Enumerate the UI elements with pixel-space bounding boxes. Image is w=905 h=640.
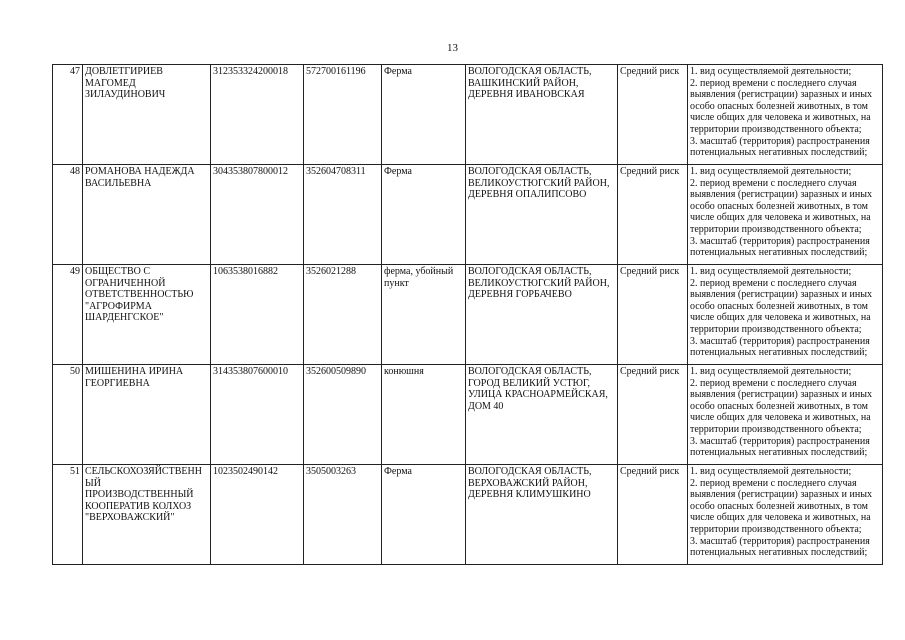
criteria-line: 2. период времени с последнего случая bbox=[690, 177, 857, 189]
page-number: 13 bbox=[447, 42, 458, 54]
object-type-cell: Ферма bbox=[382, 65, 466, 165]
ogrn-cell: 314353807600010 bbox=[211, 365, 304, 465]
criteria-cell bbox=[688, 265, 883, 365]
row-number: 49 bbox=[53, 265, 83, 365]
criteria-line: числе общих для человека и животных, на bbox=[690, 512, 871, 524]
row-number: 50 bbox=[53, 365, 83, 465]
criteria-line: 2. период времени с последнего случая bbox=[690, 77, 857, 89]
table-row bbox=[53, 465, 883, 565]
criteria-line: числе общих для человека и животных, на bbox=[690, 412, 871, 424]
risk-cell: Средний риск bbox=[618, 65, 688, 165]
criteria-line: 3. масштаб (территория) распространения bbox=[690, 335, 870, 347]
address-cell: ВОЛОГОДСКАЯ ОБЛАСТЬ, ВАШКИНСКИЙ РАЙОН, ДЕРЕВНЯ ИВАНОВСКАЯ bbox=[466, 65, 618, 165]
criteria-line: потенциальных негативных последствий; bbox=[690, 147, 868, 159]
criteria-line: выявления (регистрации) заразных и иных bbox=[690, 389, 872, 401]
address-cell: ВОЛОГОДСКАЯ ОБЛАСТЬ, ВЕЛИКОУСТЮГСКИЙ РАЙОН, ДЕРЕВНЯ ГОРБАЧЕВО bbox=[466, 265, 618, 365]
inn-cell: 572700161196 bbox=[304, 65, 382, 165]
row-number: 48 bbox=[53, 165, 83, 265]
criteria-line: особо опасных болезней животных, в том bbox=[690, 500, 868, 512]
inn-cell: 3505003263 bbox=[304, 465, 382, 565]
criteria-line: числе общих для человека и животных, на bbox=[690, 312, 871, 324]
criteria-line: 1. вид осуществляемой деятельности; bbox=[690, 466, 852, 477]
row-number: 51 bbox=[53, 465, 83, 565]
inn-cell: 352600509890 bbox=[304, 365, 382, 465]
criteria-line: территории производственного объекта; bbox=[690, 323, 862, 335]
criteria-cell bbox=[688, 365, 883, 465]
object-type-cell: конюшня bbox=[382, 365, 466, 465]
inn-cell: 3526021288 bbox=[304, 265, 382, 365]
criteria-line: 3. масштаб (территория) распространения bbox=[690, 135, 870, 147]
ogrn-cell: 312353324200018 bbox=[211, 65, 304, 165]
table-row bbox=[53, 165, 883, 265]
criteria-line: потенциальных негативных последствий; bbox=[690, 247, 868, 259]
criteria-line: особо опасных болезней животных, в том bbox=[690, 400, 868, 412]
criteria-line: потенциальных негативных последствий; bbox=[690, 547, 868, 559]
table-row bbox=[53, 365, 883, 465]
criteria-cell bbox=[688, 165, 883, 265]
criteria-line: 1. вид осуществляемой деятельности; bbox=[690, 266, 852, 277]
criteria-line: 1. вид осуществляемой деятельности; bbox=[690, 66, 852, 77]
criteria-line: выявления (регистрации) заразных и иных bbox=[690, 189, 872, 201]
entity-name: ДОВЛЕТГИРИЕВ МАГОМЕД ЗИЛАУДИНОВИЧ bbox=[83, 65, 211, 165]
criteria-line: 2. период времени с последнего случая bbox=[690, 377, 857, 389]
row-number: 47 bbox=[53, 65, 83, 165]
registry-table bbox=[52, 64, 883, 565]
entity-name: СЕЛЬСКОХОЗЯЙСТВЕННЫЙ ПРОИЗВОДСТВЕННЫЙ КООПЕРАТИВ КОЛХОЗ "ВЕРХОВАЖСКИЙ" bbox=[83, 465, 211, 565]
address-cell: ВОЛОГОДСКАЯ ОБЛАСТЬ, ВЕРХОВАЖСКИЙ РАЙОН, ДЕРЕВНЯ КЛИМУШКИНО bbox=[466, 465, 618, 565]
registry-body bbox=[53, 65, 883, 565]
entity-name: ОБЩЕСТВО С ОГРАНИЧЕННОЙ ОТВЕТСТВЕННОСТЬЮ "АГРОФИРМА ШАРДЕНГСКОЕ" bbox=[83, 265, 211, 365]
criteria-line: числе общих для человека и животных, на bbox=[690, 212, 871, 224]
entity-name: РОМАНОВА НАДЕЖДА ВАСИЛЬЕВНА bbox=[83, 165, 211, 265]
risk-cell: Средний риск bbox=[618, 465, 688, 565]
entity-name: МИШЕНИНА ИРИНА ГЕОРГИЕВНА bbox=[83, 365, 211, 465]
criteria-cell bbox=[688, 65, 883, 165]
table-row bbox=[53, 265, 883, 365]
criteria-line: 1. вид осуществляемой деятельности; bbox=[690, 366, 852, 377]
criteria-line: территории производственного объекта; bbox=[690, 423, 862, 435]
criteria-line: выявления (регистрации) заразных и иных bbox=[690, 289, 872, 301]
criteria-line: 3. масштаб (территория) распространения bbox=[690, 435, 870, 447]
ogrn-cell: 1023502490142 bbox=[211, 465, 304, 565]
criteria-line: выявления (регистрации) заразных и иных bbox=[690, 489, 872, 501]
criteria-line: территории производственного объекта; bbox=[690, 223, 862, 235]
criteria-line: 3. масштаб (территория) распространения bbox=[690, 235, 870, 247]
criteria-line: особо опасных болезней животных, в том bbox=[690, 300, 868, 312]
criteria-line: потенциальных негативных последствий; bbox=[690, 347, 868, 359]
criteria-line: 3. масштаб (территория) распространения bbox=[690, 535, 870, 547]
criteria-line: потенциальных негативных последствий; bbox=[690, 447, 868, 459]
criteria-line: числе общих для человека и животных, на bbox=[690, 112, 871, 124]
criteria-line: 1. вид осуществляемой деятельности; bbox=[690, 166, 852, 177]
criteria-cell bbox=[688, 465, 883, 565]
criteria-line: 2. период времени с последнего случая bbox=[690, 477, 857, 489]
criteria-line: 2. период времени с последнего случая bbox=[690, 277, 857, 289]
table-row bbox=[53, 65, 883, 165]
risk-cell: Средний риск bbox=[618, 265, 688, 365]
ogrn-cell: 1063538016882 bbox=[211, 265, 304, 365]
criteria-line: особо опасных болезней животных, в том bbox=[690, 200, 868, 212]
address-cell: ВОЛОГОДСКАЯ ОБЛАСТЬ, ВЕЛИКОУСТЮГСКИЙ РАЙОН, ДЕРЕВНЯ ОПАЛИПСОВО bbox=[466, 165, 618, 265]
risk-cell: Средний риск bbox=[618, 165, 688, 265]
object-type-cell: ферма, убойный пункт bbox=[382, 265, 466, 365]
criteria-line: территории производственного объекта; bbox=[690, 523, 862, 535]
criteria-line: выявления (регистрации) заразных и иных bbox=[690, 89, 872, 101]
risk-cell: Средний риск bbox=[618, 365, 688, 465]
object-type-cell: Ферма bbox=[382, 165, 466, 265]
object-type-cell: Ферма bbox=[382, 465, 466, 565]
address-cell: ВОЛОГОДСКАЯ ОБЛАСТЬ, ГОРОД ВЕЛИКИЙ УСТЮГ, УЛИЦА КРАСНОАРМЕЙСКАЯ, ДОМ 40 bbox=[466, 365, 618, 465]
ogrn-cell: 304353807800012 bbox=[211, 165, 304, 265]
criteria-line: территории производственного объекта; bbox=[690, 123, 862, 135]
criteria-line: особо опасных болезней животных, в том bbox=[690, 100, 868, 112]
inn-cell: 352604708311 bbox=[304, 165, 382, 265]
